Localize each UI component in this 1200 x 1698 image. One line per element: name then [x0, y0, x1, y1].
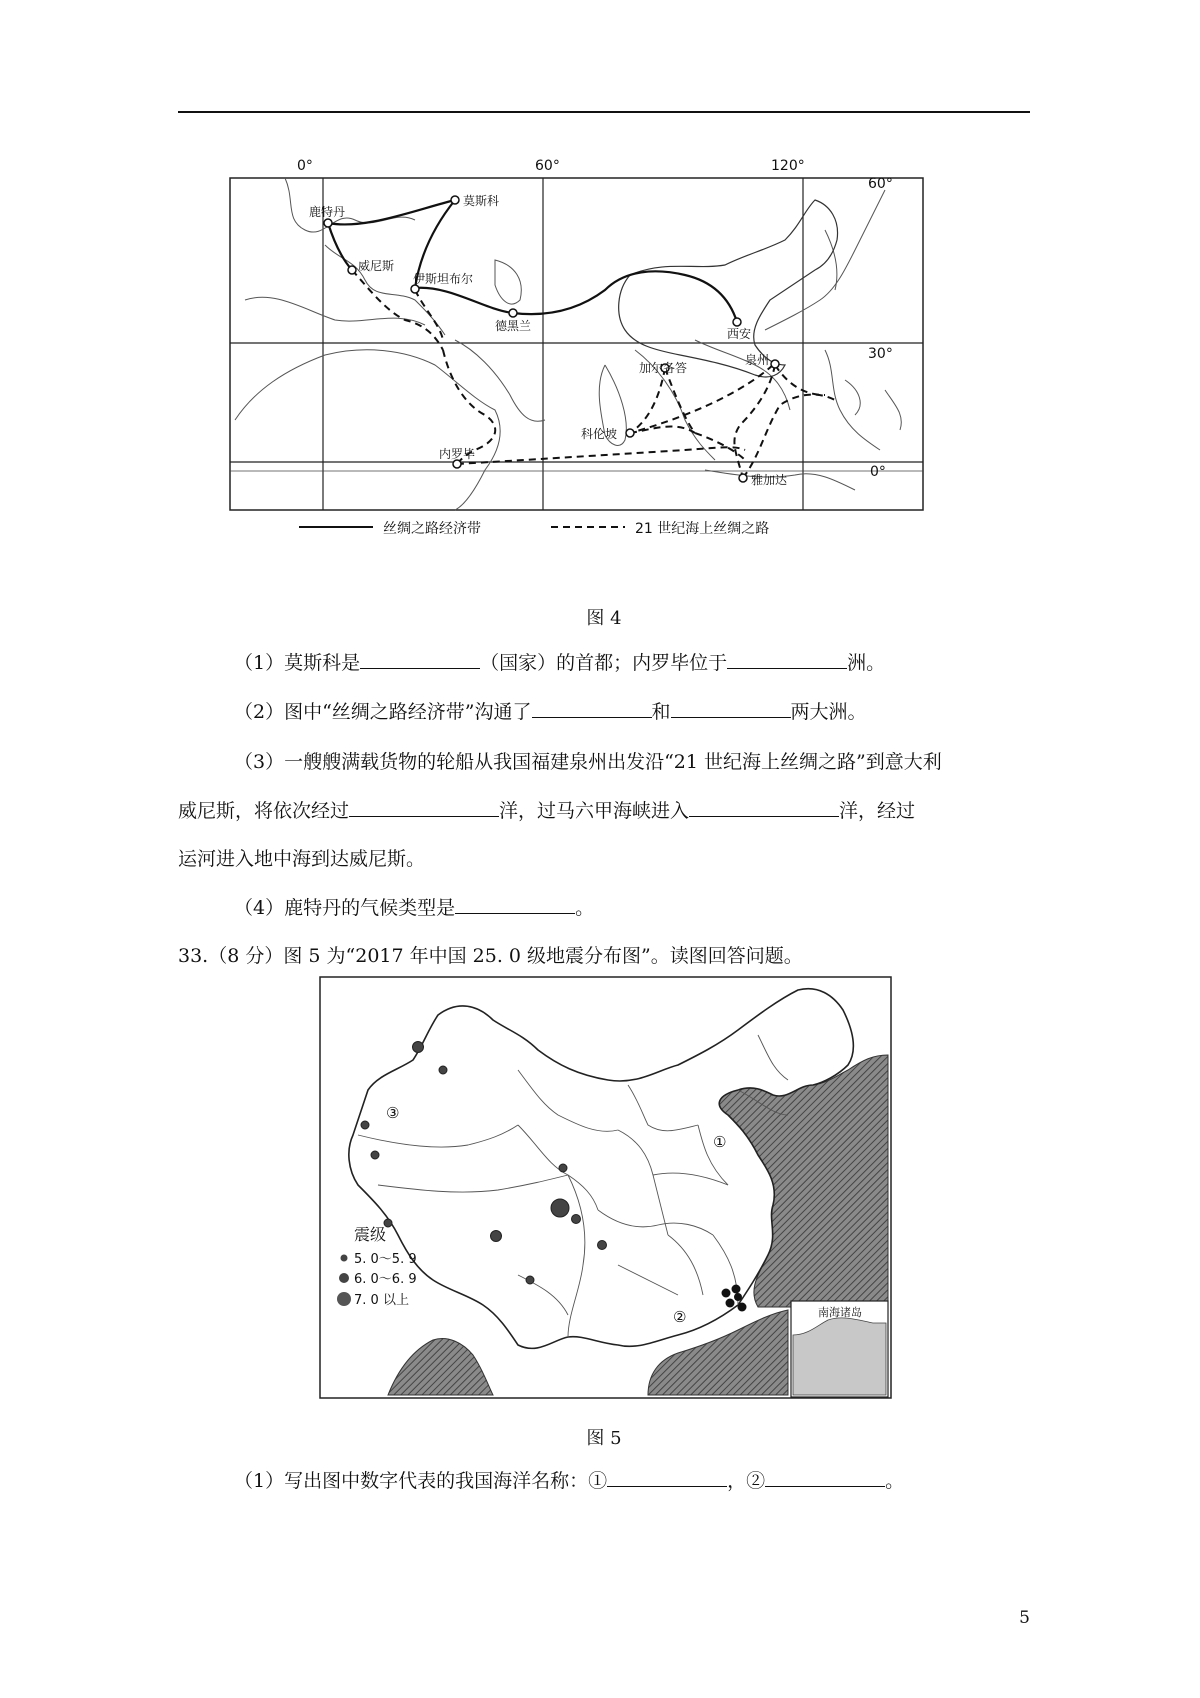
city-tehran-point [509, 309, 517, 317]
sea-label-2: ② [673, 1308, 687, 1326]
legend-title: 震级 [354, 1225, 387, 1244]
city-istanbul-label: 伊斯坦布尔 [413, 272, 474, 286]
legend-item-1: 5. 0～5. 9 [354, 1252, 417, 1267]
q33-part1: （1）写出图中数字代表的我国海洋名称：① ，② 。 [234, 1466, 904, 1495]
legend-item-3: 7. 0 以上 [354, 1293, 409, 1308]
page-number: 5 [1019, 1608, 1030, 1628]
city-rotterdam-label: 鹿特丹 [309, 205, 346, 219]
quake-marker [413, 1042, 424, 1053]
city-kolkata-label: 加尔各答 [639, 361, 688, 375]
quake-marker [738, 1303, 747, 1312]
lat-label-30: 30° [868, 346, 893, 362]
sea-label-1: ① [713, 1133, 727, 1151]
q32-part3-line3: 运河进入地中海到达威尼斯。 [178, 848, 426, 870]
q32-part2: （2）图中“丝绸之路经济带”沟通了 和 两大洲。 [234, 697, 867, 726]
city-moscow-label: 莫斯科 [463, 194, 500, 208]
quake-marker [491, 1231, 502, 1242]
quake-marker [559, 1164, 567, 1172]
legend-belt-label: 丝绸之路经济带 [383, 521, 481, 537]
city-xian-point [733, 318, 741, 326]
quake-marker [734, 1293, 742, 1301]
city-jakarta-point [739, 474, 747, 482]
lat-label-0: 0° [870, 464, 886, 480]
inset-label: 南海诸岛 [818, 1306, 862, 1319]
answer-blank[interactable] [349, 796, 499, 817]
south-china-sea-inset [791, 1301, 888, 1397]
figure-4-map [225, 150, 945, 580]
city-istanbul-point [411, 285, 419, 293]
city-moscow-point [451, 196, 459, 204]
q32-part3-line1: （3）一艘艘满载货物的轮船从我国福建泉州出发沿“21 世纪海上丝绸之路”到意大利 [234, 751, 942, 773]
city-rotterdam-point [324, 219, 332, 227]
lon-label-0: 0° [297, 158, 313, 174]
quake-marker [732, 1285, 741, 1294]
city-quanzhou-label: 泉州 [745, 353, 770, 367]
legend-item-2: 6. 0～6. 9 [354, 1272, 417, 1287]
figure-5-caption: 图 5 [586, 1428, 622, 1449]
city-venice-point [348, 266, 356, 274]
quake-marker [371, 1151, 379, 1159]
lon-label-120: 120° [771, 158, 805, 174]
quake-marker [526, 1276, 534, 1284]
quake-marker [726, 1299, 735, 1308]
city-quanzhou-point [771, 360, 779, 368]
map-frame [230, 178, 923, 510]
lat-label-60: 60° [868, 176, 893, 192]
q33-intro: 33.（8 分）图 5 为“2017 年中国 25. 0 级地震分布图”。读图回答问题。 [178, 945, 803, 967]
city-jakarta-label: 雅加达 [751, 473, 788, 487]
answer-blank[interactable] [765, 1466, 885, 1487]
q32-part1: （1）莫斯科是 （国家）的首都；内罗毕位于 洲。 [234, 648, 885, 677]
china-outline [619, 200, 838, 377]
quake-marker [598, 1241, 607, 1250]
answer-blank[interactable] [671, 697, 791, 718]
header-rule [178, 111, 1030, 113]
city-venice-label: 威尼斯 [358, 259, 395, 273]
answer-blank[interactable] [532, 697, 652, 718]
answer-blank[interactable] [607, 1466, 727, 1487]
q32-part4: （4）鹿特丹的气候类型是 。 [234, 893, 594, 922]
legend-road-label: 21 世纪海上丝绸之路 [635, 521, 770, 537]
quake-marker [361, 1121, 369, 1129]
answer-blank[interactable] [689, 796, 839, 817]
city-colombo-point [626, 429, 634, 437]
figure-4-caption: 图 4 [586, 608, 622, 629]
figure-4-legend [299, 520, 769, 537]
city-xian-label: 西安 [727, 327, 752, 341]
region-label-3: ③ [386, 1104, 400, 1122]
lon-label-60: 60° [535, 158, 560, 174]
figure-5-map [318, 975, 893, 1400]
quake-marker [551, 1199, 569, 1217]
quake-marker [572, 1215, 581, 1224]
city-nairobi-label: 内罗毕 [439, 447, 476, 461]
answer-blank[interactable] [360, 648, 480, 669]
quake-marker [722, 1289, 731, 1298]
answer-blank[interactable] [727, 648, 847, 669]
city-nairobi-point [453, 460, 461, 468]
answer-blank[interactable] [455, 893, 575, 914]
quake-marker [439, 1066, 447, 1074]
city-tehran-label: 德黑兰 [495, 319, 532, 333]
q32-part3-line2: 威尼斯，将依次经过 洋，过马六甲海峡进入 洋，经过 [178, 796, 915, 825]
road-route [352, 270, 835, 478]
city-colombo-label: 科伦坡 [581, 427, 618, 441]
